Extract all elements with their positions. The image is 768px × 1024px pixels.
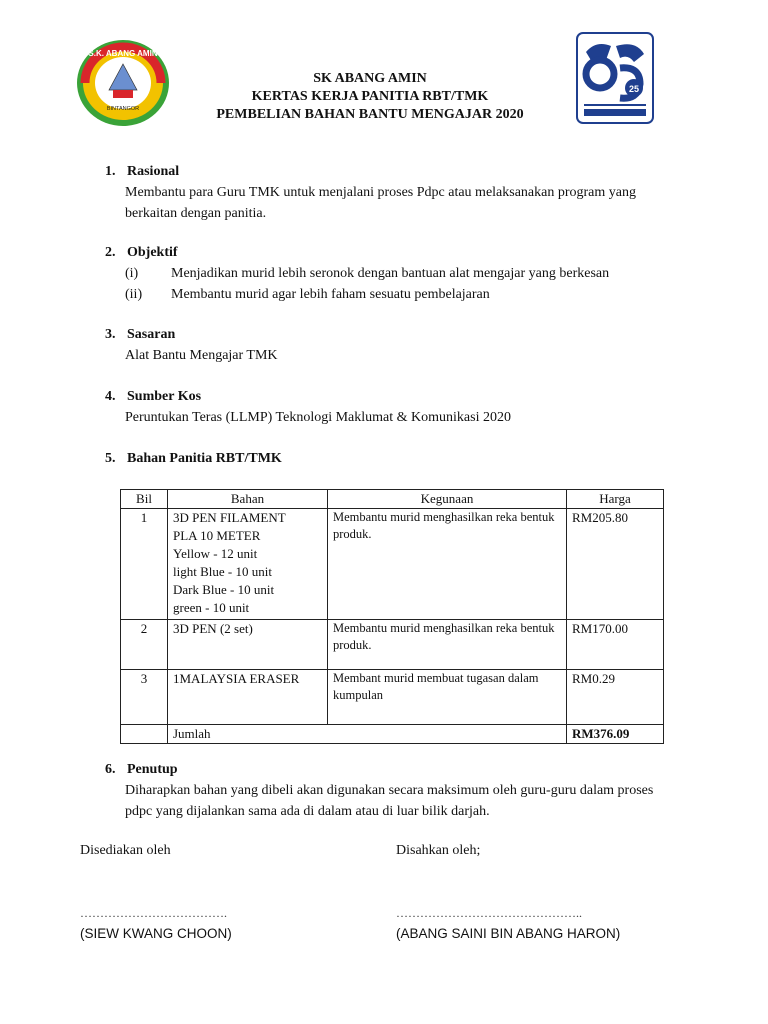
section-title: Rasional xyxy=(127,164,180,179)
section-title: Penutup xyxy=(127,762,178,777)
section-number: 1. xyxy=(105,164,116,179)
bil-cell: 2 xyxy=(121,620,168,670)
signature-line: ……………………………………….. xyxy=(396,906,582,920)
bahan-cell: 3D PEN (2 set) xyxy=(168,620,328,670)
total-label: Jumlah xyxy=(168,725,567,744)
section-objektif xyxy=(105,242,665,305)
logo-text: S.K. ABANG AMIN xyxy=(88,49,158,58)
logo-number: 25 xyxy=(628,84,640,94)
table-header-row xyxy=(121,490,664,509)
ministry-logo xyxy=(576,32,654,124)
signature-line: ………………………………. xyxy=(80,906,227,920)
section-text: Alat Bantu Mengajar TMK xyxy=(125,348,278,363)
paper-title: KERTAS KERJA PANITIA RBT/TMK xyxy=(251,89,489,104)
logo-subtext: BINTANGOR xyxy=(106,106,140,112)
table-row xyxy=(121,509,664,620)
document-header xyxy=(180,70,560,124)
column-header: Kegunaan xyxy=(328,490,567,509)
section-sumber-kos xyxy=(105,386,665,428)
section-title: Objektif xyxy=(127,245,178,260)
bahan-cell: 3D PEN FILAMENT PLA 10 METER Yellow - 12 unit light Blue - 10 unit Dark Blue - 10 unit green - 10 unit xyxy=(168,509,328,620)
section-number: 3. xyxy=(105,327,116,342)
total-value: RM376.09 xyxy=(567,725,664,744)
approver-name: (ABANG SAINI BIN ABANG HARON) xyxy=(396,926,621,941)
section-text: Diharapkan bahan yang dibeli akan digunakan secara maksimum oleh guru-guru dalam proses pdpc yang dijalankan sama ada di dalam atau di luar bilik darjah. xyxy=(125,783,654,819)
objective-item: (i) Menjadikan murid lebih seronok dengan bantuan alat mengajar yang berkesan xyxy=(125,266,610,281)
table-row xyxy=(121,670,664,725)
preparer-name: (SIEW KWANG CHOON) xyxy=(80,926,232,941)
kegunaan-cell: Membantu murid menghasilkan reka bentuk produk. xyxy=(328,509,567,620)
section-title: Sasaran xyxy=(127,327,176,342)
column-header: Bil xyxy=(121,490,168,509)
section-number: 5. xyxy=(105,451,116,466)
section-sasaran xyxy=(105,324,665,366)
objective-item: (ii) Membantu murid agar lebih faham sesuatu pembelajaran xyxy=(125,287,490,302)
table-total-row xyxy=(121,725,664,744)
table-row xyxy=(121,620,664,670)
prepared-by-label: Disediakan oleh xyxy=(80,843,171,858)
bil-cell: 3 xyxy=(121,670,168,725)
approved-by-label: Disahkan oleh; xyxy=(396,843,481,858)
harga-cell: RM205.80 xyxy=(567,509,664,620)
section-text: Peruntukan Teras (LLMP) Teknologi Maklumat & Komunikasi 2020 xyxy=(125,410,511,425)
column-header: Harga xyxy=(567,490,664,509)
school-name: SK ABANG AMIN xyxy=(313,71,427,86)
column-header: Bahan xyxy=(168,490,328,509)
section-title: Sumber Kos xyxy=(127,389,202,404)
section-number: 6. xyxy=(105,762,116,777)
harga-cell: RM0.29 xyxy=(567,670,664,725)
items-table xyxy=(120,489,664,744)
section-text: Membantu para Guru TMK untuk menjalani proses Pdpc atau melaksanakan program yang berkaitan dengan panitia. xyxy=(125,185,636,221)
section-title: Bahan Panitia RBT/TMK xyxy=(127,451,282,466)
harga-cell: RM170.00 xyxy=(567,620,664,670)
kegunaan-cell: Membantu murid menghasilkan reka bentuk produk. xyxy=(328,620,567,670)
school-logo xyxy=(75,38,171,128)
bahan-cell: 1MALAYSIA ERASER xyxy=(168,670,328,725)
section-number: 2. xyxy=(105,245,116,260)
bil-cell: 1 xyxy=(121,509,168,620)
paper-subtitle: PEMBELIAN BAHAN BANTU MENGAJAR 2020 xyxy=(216,107,524,122)
kegunaan-cell: Membant murid membuat tugasan dalam kumpulan xyxy=(328,670,567,725)
section-rasional xyxy=(105,161,665,224)
section-penutup xyxy=(105,759,665,822)
section-bahan-panitia xyxy=(105,448,665,469)
section-number: 4. xyxy=(105,389,116,404)
